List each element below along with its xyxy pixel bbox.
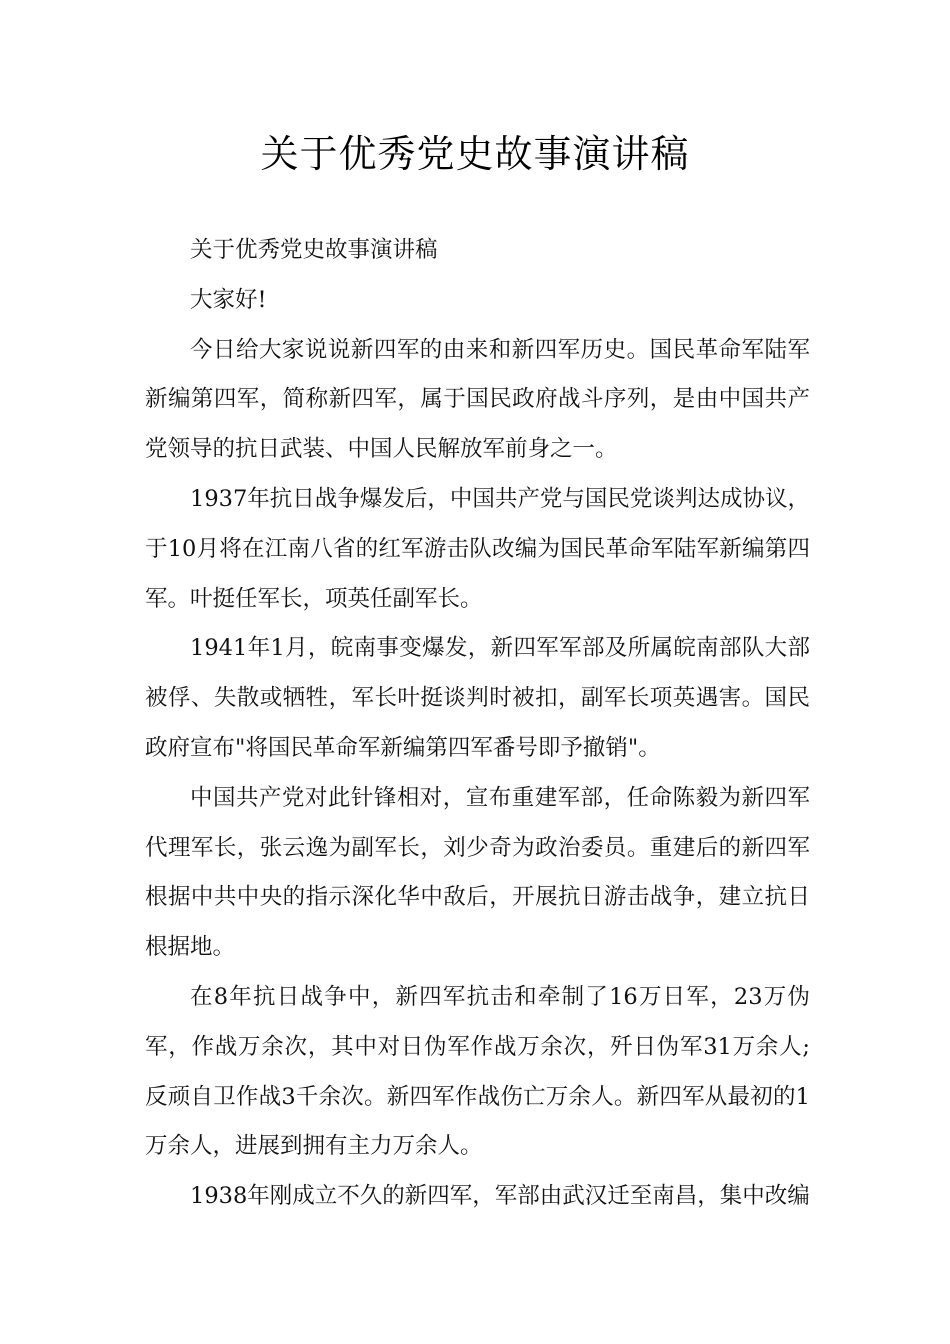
document-title: 关于优秀党史故事演讲稿 (260, 132, 690, 176)
body-paragraph: 今日给大家说说新四军的由来和新四军历史。国民革命军陆军新编第四军，简称新四军，属于国民政府战斗序列，是由中国共产党领导的抗日武装、中国人民解放军前身之一。 (145, 336, 810, 463)
document-body (145, 226, 810, 1222)
body-paragraph: 中国共产党对此针锋相对，宣布重建军部，任命陈毅为新四军代理军长，张云逸为副军长，刘少奇为政治委员。重建后的新四军根据中共中央的指示深化华中敌后，开展抗日游击战争，建立抗日根据地。 (145, 784, 810, 961)
body-paragraph: 1937年抗日战争爆发后，中国共产党与国民党谈判达成协议，于10月将在江南八省的红军游击队改编为国民革命军陆军新编第四军。叶挺任军长，项英任副军长。 (145, 485, 810, 612)
body-paragraph: 在8年抗日战争中，新四军抗击和牵制了16万日军，23万伪军，作战万余次，其中对日伪军作战万余次，歼日伪军31万余人;反顽自卫作战3千余次。新四军作战伤亡万余人。新四军从最初的1万余人，进展到拥有主力万余人。 (145, 983, 810, 1160)
body-paragraph: 1938年刚成立不久的新四军，军部由武汉迁至南昌，集中改编 (190, 1183, 810, 1210)
body-paragraph: 1941年1月，皖南事变爆发，新四军军部及所属皖南部队大部被俘、失散或牺牲，军长叶挺谈判时被扣，副军长项英遇害。国民政府宣布"将国民革命军新编第四军番号即予撤销"。 (145, 635, 810, 761)
body-paragraph: 大家好! (190, 286, 267, 313)
body-paragraph: 关于优秀党史故事演讲稿 (190, 237, 438, 263)
